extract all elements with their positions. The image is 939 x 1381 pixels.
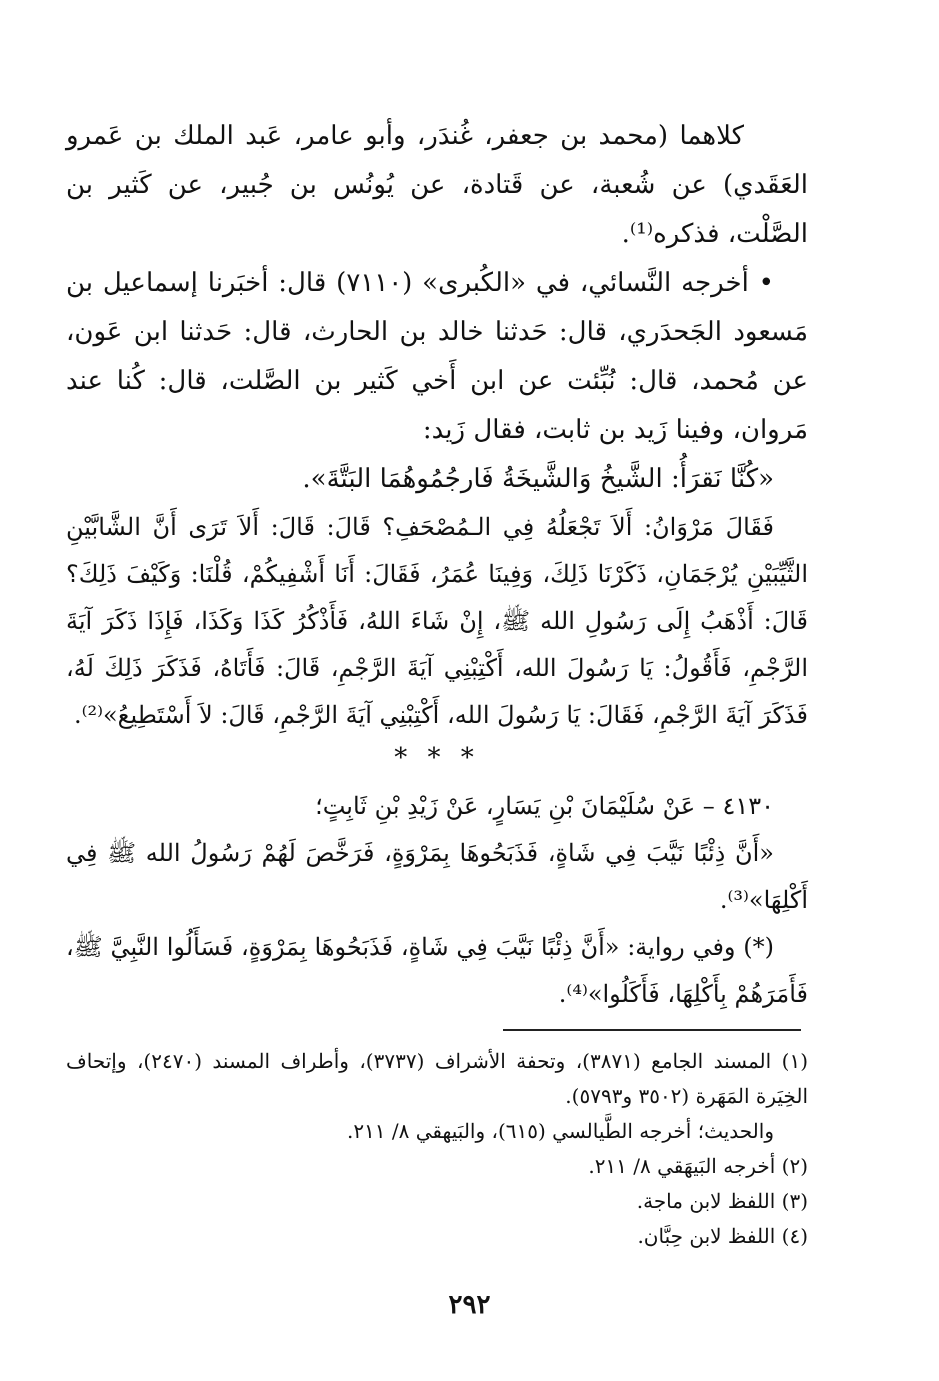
hadith-4130-heading: ٤١٣٠ – عَنْ سُلَيْمَانَ بْنِ يَسَارٍ، عَنْ زَيْدِ بْنِ ثَابِتٍ؛: [315, 792, 774, 820]
paragraph-quote: «كُنَّا نَقرَأُ: الشَّيخُ وَالشَّيخَةُ فَارجُمُوهُمَا البَتَّةَ».: [302, 464, 774, 494]
paragraph-marwan: فَقَالَ مَرْوَانُ: أَلاَ تَجْعَلُهُ فِي الـمُصْحَفِ؟ قَالَ: قَالَ: أَلاَ تَرَى أَنَّ الشَّابَّيْنِ الثَّيِّبَيْنِ يُرْجَمَانِ، ذَكَرْنَا ذَلِكَ، وَفِينَا عُمَرُ، فَقَالَ: أَنَا أَشْفِيكُمْ، قُلْنَا: وَكَيْفَ ذَلِكَ؟ قَالَ: أَذْهَبُ إِلَى رَسُولِ الله ﷺ، إِنْ شَاءَ اللهُ، فَأَذْكُرُ كَذَا وَكَذَا، فَإِذَا ذَكَرَ آيَةَ الرَّجْمِ، فَأَقُولُ: يَا رَسُولَ الله، أَكْتِبْنِي آيَةَ الرَّجْمِ، قَالَ: فَأَتَاهُ، فَذَكَرَ ذَلِكَ لَهُ، فَذَكَرَ آيَةَ الرَّجْمِ، فَقَالَ: يَا رَسُولَ الله، أَكْتِبْنِي آيَةَ الرَّجْمِ، قَالَ: لاَ أَسْتَطِيعُ»⁽²⁾.: [66, 513, 808, 729]
section-separator: * * *: [394, 743, 480, 773]
footnotes: [66, 1044, 808, 1254]
footnote-4: (٤) اللفظ لابن حِبَّان.: [637, 1224, 808, 1248]
footnote-1: (١) المسند الجامع (٣٨٧١)، وتحفة الأشراف (٣٧٣٧)، وأطراف المسند (٢٤٧٠)، وإتحاف الخِيَرة المَهَرة (٣٥٠٢ و٥٧٩٣).: [66, 1049, 809, 1108]
footnote-3: (٣) اللفظ لابن ماجة.: [636, 1189, 808, 1213]
hadith-4130-text: «أَنَّ ذِئْبًا نَيَّبَ فِي شَاةٍ، فَذَبَحُوهَا بِمَرْوَةٍ، فَرَخَّصَ لَهُمْ رَسُولُ الله ﷺ فِي أَكْلِهَا»⁽³⁾.: [66, 839, 808, 914]
paragraph-chain: كلاهما (محمد بن جعفر، غُندَر، وأبو عامر، عَبد الملك بن عَمرو العَقَدي) عن شُعبة، عن قَتادة، عن يُونُس بن جُبير، عن كَثير بن الصَّلْت، فذكره⁽¹⁾.: [66, 121, 808, 249]
footnote-divider: [503, 1029, 801, 1031]
main-text: [66, 112, 808, 1018]
hadith-4130-variant: (*) وفي رواية: «أَنَّ ذِئْبًا نَيَّبَ فِي شَاةٍ، فَذَبَحُوهَا بِمَرْوَةٍ، فَسَأَلُوا النَّبِيَّ ﷺ، فَأَمَرَهُمْ بِأَكْلِهَا، فَأَكَلُوا»⁽⁴⁾.: [66, 933, 808, 1008]
footnote-2: (٢) أخرجه البَيهَقي ٨/ ٢١١.: [588, 1154, 808, 1178]
paragraph-nasai: • أخرجه النَّسائي، في «الكُبرى» (٧١١٠) قال: أخبَرنا إسماعيل بن مَسعود الجَحدَري، قال: حَدثنا خالد بن الحارث، قال: حَدثنا ابن عَون، عن مُحمد، قال: نُبِّئت عن ابن أَخي كَثير بن الصَّلت، قال: كُنا عند مَروان، وفينا زَيد بن ثابت، فقال زَيد:: [66, 268, 808, 445]
page-number: ٢٩٢: [448, 1290, 491, 1320]
footnote-1-continued: والحديث؛ أخرجه الطَّيالسي (٦١٥)، والبَيهقي ٨/ ٢١١.: [346, 1119, 774, 1143]
